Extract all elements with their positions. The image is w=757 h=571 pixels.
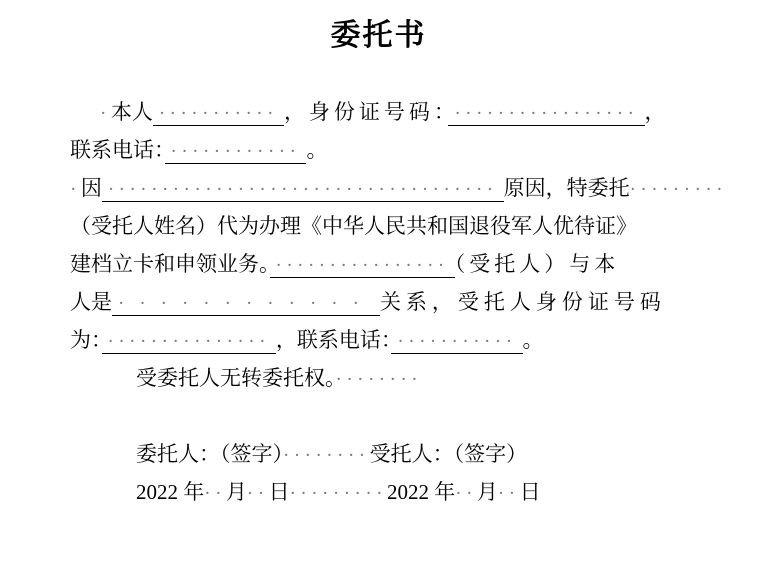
line-trustee-handle — [70, 207, 751, 245]
period: 。 — [306, 138, 328, 162]
space-marks: ·· — [497, 483, 520, 504]
blank-applicant-name: ··········· — [153, 103, 284, 126]
blank-applicant-id-number: ················· — [448, 103, 644, 126]
space-marks: ········ — [335, 369, 423, 390]
space-marks: ········ — [283, 445, 370, 466]
space-marks: ·· — [455, 483, 477, 504]
principal-date-year: 2022 年 — [136, 480, 205, 504]
line-signatures — [70, 435, 751, 473]
blank-line — [70, 397, 751, 435]
line-applicant-phone — [70, 131, 751, 169]
relationship-suffix-text: 关系，受托人身份证号码 — [379, 290, 666, 314]
trustee-date-day: 日 — [519, 480, 541, 504]
phone-label: 联系电话： — [70, 138, 165, 162]
line-no-subdelegation — [70, 359, 751, 397]
trustee-id-label: 为： — [70, 328, 102, 352]
entrust-text: 原因，特委托 — [503, 176, 630, 200]
trustee-date-year: 2022 年 — [387, 480, 456, 504]
document-title: 委托书 — [330, 19, 427, 52]
comma: ， — [644, 100, 666, 124]
line-reason — [70, 169, 751, 207]
space-mark: · — [100, 103, 111, 124]
space-marks: ·· — [204, 483, 226, 504]
trustee-signature-label: 受托人：（签字） — [369, 442, 528, 466]
blank-relationship: ············ — [112, 293, 380, 316]
principal-signature-label: 委托人：（签字） — [136, 442, 283, 466]
space-mark: · — [70, 179, 81, 200]
line-business — [70, 245, 751, 283]
blank-trustee-phone: ··········· — [391, 331, 522, 354]
relationship-prefix-text: 人是 — [70, 290, 112, 314]
space-marks: ········· — [629, 179, 728, 200]
space-marks: ········· — [289, 483, 388, 504]
principal-date-day: 日 — [268, 480, 290, 504]
period: 。 — [522, 328, 544, 352]
document-body — [0, 54, 757, 511]
blank-reason: ···································· — [102, 179, 504, 202]
line-relationship — [70, 283, 751, 321]
space-marks: ·· — [246, 483, 269, 504]
applicant-label: 本人 — [110, 100, 153, 124]
line-dates — [70, 473, 751, 511]
line-applicant-info — [70, 93, 751, 131]
id-number-label: ，身份证号码： — [283, 100, 449, 124]
trustee-phone-label: ，联系电话： — [275, 328, 392, 352]
trustee-handle-text: （受托人姓名）代为办理《中华人民共和国退役军人优待证》 — [70, 214, 637, 238]
business-text: 建档立卡和申领业务。 — [70, 252, 270, 276]
line-trustee-id-phone — [70, 321, 751, 359]
reason-prefix-label: 因 — [80, 176, 102, 200]
trustee-suffix-text: （受托人）与本 — [454, 252, 620, 276]
trustee-date-month: 月 — [476, 480, 498, 504]
principal-date-month: 月 — [225, 480, 247, 504]
blank-trustee-id-number: ··············· — [102, 331, 276, 354]
no-subdelegation-text: 受委托人无转委托权。 — [136, 366, 336, 390]
blank-trustee-name: ················ — [270, 255, 455, 278]
blank-applicant-phone: ············ — [165, 141, 307, 164]
